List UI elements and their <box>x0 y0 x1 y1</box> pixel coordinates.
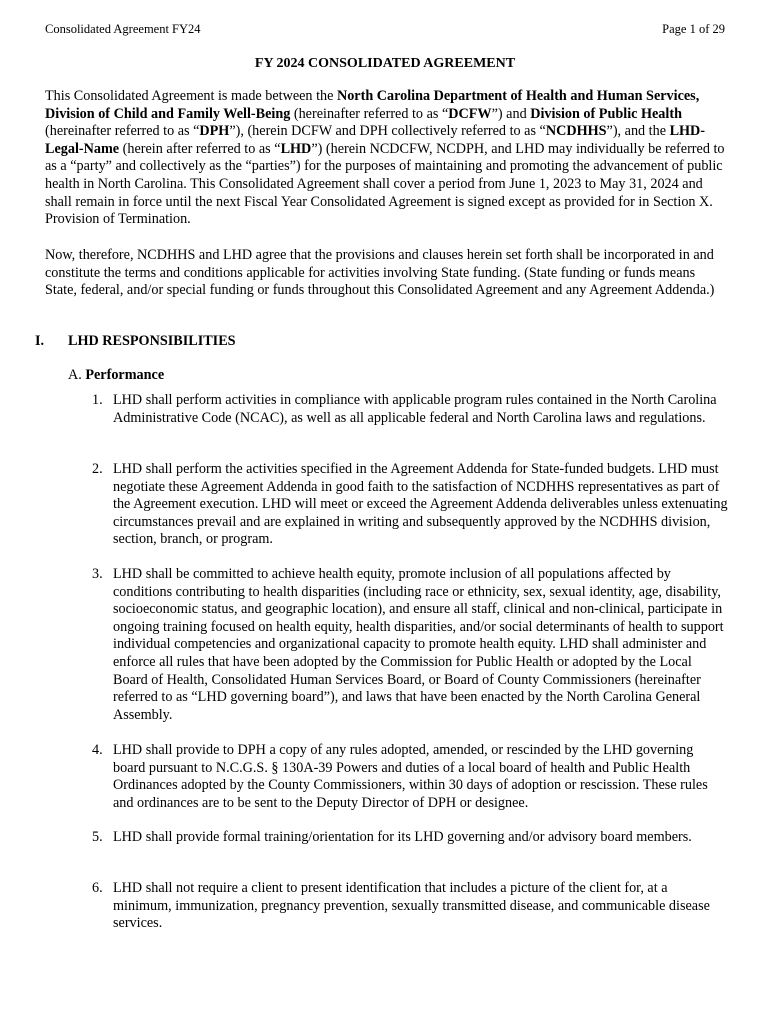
running-header-title: Consolidated Agreement FY24 <box>45 22 201 36</box>
list-item <box>92 461 728 549</box>
list-item-number: 5. <box>92 829 103 845</box>
list-item-number: 6. <box>92 880 103 896</box>
list-item-number: 1. <box>92 392 103 408</box>
subsection-letter: A. <box>68 367 82 383</box>
document-title: FY 2024 CONSOLIDATED AGREEMENT <box>254 56 516 71</box>
list-item-text: LHD shall be committed to achieve health equity, promote inclusion of all populations affected by conditions contributing to health disparities (including race or ethnicity, sex, sexual identity, age, disability, socioeconomic status, and geographic location), and ensure all staff, clinical and non-clinical, participate in ongoing training focused on health equity, health disparities, and/or social determinants of health to support individual competencies and organizational capacity to promote health equity. LHD shall administer and enforce all rules that have been adopted by the Commission for Public Health or adopted by the Local Board of Health, Consolidated Human Services Board, or Board of County Commissioners (hereinafter referred to as “LHD governing board”), and laws that have been enacted by the North Carolina General Assembly. <box>113 566 724 723</box>
intro-paragraph-1: This Consolidated Agreement is made between the North Carolina Department of Health and Human Services, Division of Child and Family Well-Being (hereinafter referred to as “DCFW”) and Division of Public Health (hereinafter referred to as “DPH”), (herein DCFW and DPH collectively referred to as “NCDHHS”), and the LHD-Legal-Name (herein after referred to as “LHD”) (herein NCDCFW, NCDPH, and LHD may individually be referred to as a “party” and collectively as the “parties”) for the purposes of maintaining and promoting the advancement of public health in North Carolina. This Consolidated Agreement shall cover a period from June 1, 2023 to May 31, 2024 and shall remain in force until the next Fiscal Year Consolidated Agreement is signed except as provided for in Section X. Provision of Termination. <box>45 88 725 228</box>
list-item-number: 3. <box>92 566 103 582</box>
list-item-number: 4. <box>92 742 103 758</box>
list-item <box>92 392 728 427</box>
intro-paragraph-2: Now, therefore, NCDHHS and LHD agree that the provisions and clauses herein set forth shall be incorporated in and constitute the terms and conditions applicable for activities involving State funding. (State funding or funds means State, federal, and/or special funding or funds throughout this Consolidated Agreement and any Agreement Addenda.) <box>45 247 715 299</box>
list-item-text: LHD shall not require a client to present identification that includes a picture of the client for, at a minimum, immunization, pregnancy prevention, sexually transmitted disease, and communicable disease services. <box>113 880 710 932</box>
list-item-text: LHD shall provide formal training/orientation for its LHD governing and/or advisory board members. <box>113 829 692 845</box>
page-number: Page 1 of 29 <box>662 22 725 36</box>
section-number: I. <box>35 333 45 349</box>
list-item-text: LHD shall perform activities in compliance with applicable program rules contained in the North Carolina Administrative Code (NCAC), as well as all applicable federal and North Carolina laws and regulations. <box>113 392 717 426</box>
subsection-title: Performance <box>85 367 165 383</box>
list-item <box>92 742 728 812</box>
list-item <box>92 566 728 724</box>
list-item <box>92 880 728 933</box>
subsection-heading <box>68 367 164 384</box>
section-title: LHD RESPONSIBILITIES <box>68 333 236 349</box>
list-item-text: LHD shall perform the activities specified in the Agreement Addenda for State-funded budgets. LHD must negotiate these Agreement Addenda in good faith to the satisfaction of NCDHHS representatives as part of the Agreement execution. LHD will meet or exceed the Agreement Addenda deliverables unless extenuating circumstances prevail and are explained in writing and subsequently approved by the NCDHHS division, section, branch, or program. <box>113 461 728 548</box>
section-heading <box>35 333 236 350</box>
list-item-number: 2. <box>92 461 103 477</box>
list-item <box>92 829 728 847</box>
list-item-text: LHD shall provide to DPH a copy of any rules adopted, amended, or rescinded by the LHD governing board pursuant to N.C.G.S. § 130A-39 Powers and duties of a local board of health and Public Health Ordinances adopted by the County Commissioners, within 30 days of adoption or rescission. These rules and ordinances are to be sent to the Deputy Director of DPH or designee. <box>113 742 708 811</box>
